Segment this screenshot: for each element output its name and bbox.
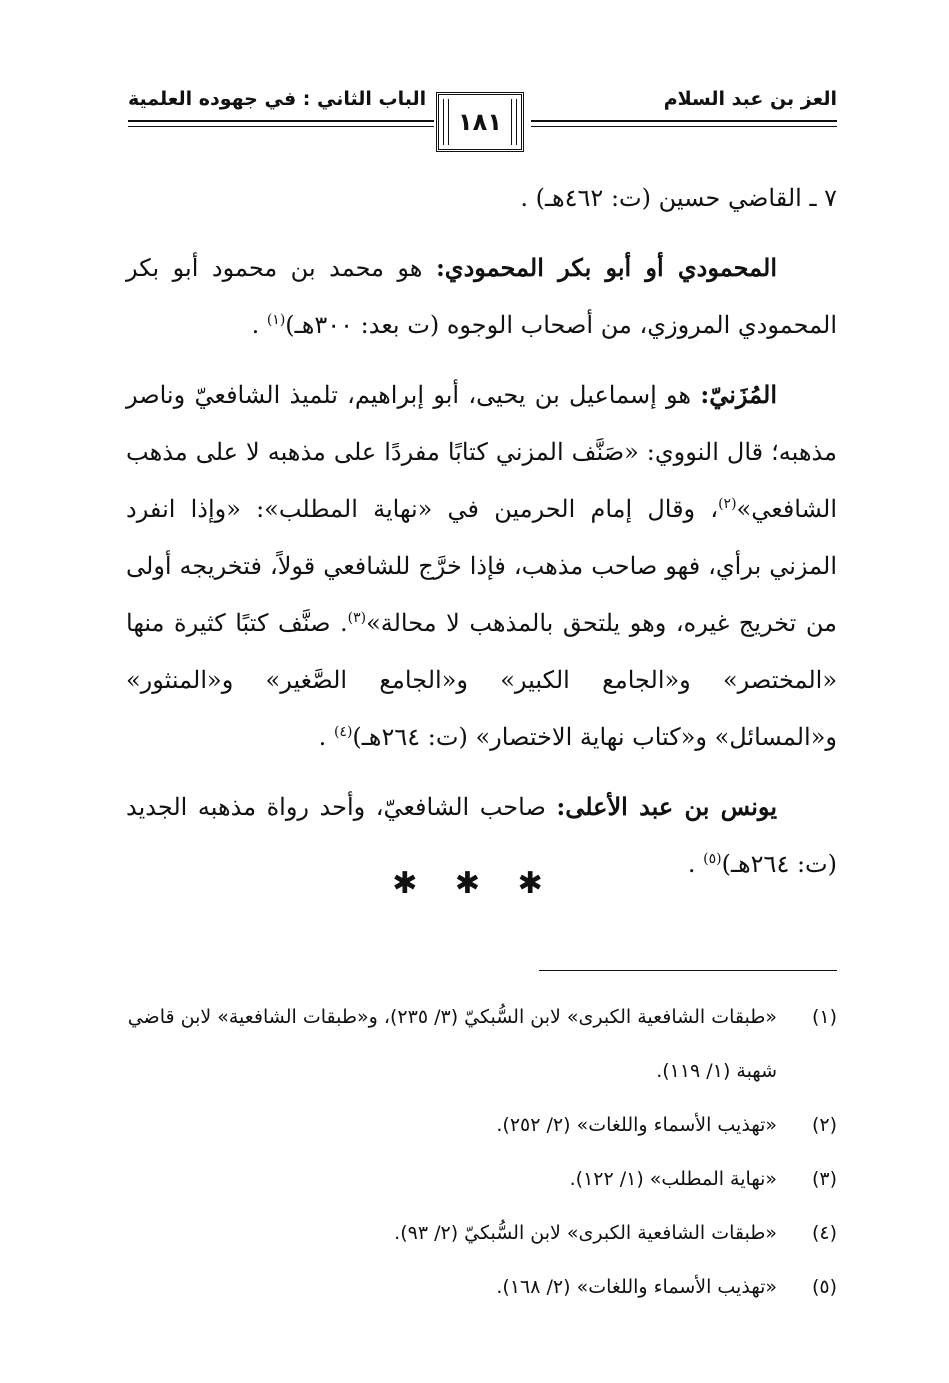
entry-end: . — [687, 850, 704, 878]
footnote-ref[interactable]: (٢) — [718, 496, 737, 512]
footnote-item — [118, 1152, 837, 1206]
footnotes — [118, 990, 837, 1314]
footnote-rule — [539, 970, 837, 971]
footnote-number: (٥) — [811, 1276, 837, 1298]
section-separator: ✱ ✱ ✱ — [392, 866, 557, 901]
footnote-number: (٤) — [811, 1222, 837, 1244]
footnote-number: (١) — [811, 1006, 837, 1028]
entry-mahmudi — [126, 239, 837, 354]
entry-term: المُزَنيّ: — [700, 380, 777, 409]
footnote-item — [118, 990, 837, 1098]
footnote-number: (٣) — [811, 1168, 837, 1190]
entry-text: صاحب الشافعيّ، وأحد رواة مذهبه الجديد (ت: ٢٦٤هـ) — [126, 793, 837, 878]
entry-end: . — [251, 311, 267, 339]
footnote-item — [118, 1260, 837, 1314]
footnote-text: «طبقات الشافعية الكبرى» لابن السُّبكيّ (٣/ ٢٣٥)، و«طبقات الشافعية» لابن قاضي شهبة (١/ ١١٩). — [127, 1006, 777, 1082]
entry-qadi-husayn — [126, 170, 837, 227]
page-number-box — [436, 92, 524, 152]
footnote-ref[interactable]: (٥) — [703, 851, 722, 867]
entry-text: . صنَّف كتبًا كثيرة منها «المختصر» و«الجامع الكبير» و«الجامع الصَّغير» و«المنثور» و«المسائل» و«كتاب نهاية الاختصار» (ت: ٢٦٤هـ) — [126, 609, 837, 751]
running-header-chapter-title: الباب الثاني : في جهوده العلمية — [128, 88, 427, 110]
entry-term: يونس بن عبد الأعلى: — [556, 792, 777, 821]
footnote-ref[interactable]: (١) — [266, 312, 286, 328]
footnote-text: «تهذيب الأسماء واللغات» (٢/ ١٦٨). — [496, 1276, 777, 1298]
footnote-text: «تهذيب الأسماء واللغات» (٢/ ٢٥٢). — [496, 1114, 777, 1136]
entry-text: هو محمد بن محمود أبو بكر المحمودي المروزي، من أصحاب الوجوه (ت بعد: ٣٠٠هـ) — [126, 254, 837, 339]
page-number: ١٨١ — [458, 108, 502, 136]
header-rule-left — [128, 120, 434, 127]
footnote-item — [118, 1206, 837, 1260]
entry-term: المحمودي أو أبو بكر المحمودي: — [435, 253, 777, 282]
entry-text: هو إسماعيل بن يحيى، أبو إبراهيم، تلميذ الشافعيّ وناصر مذهبه؛ قال النووي: «صَنَّف المزني كتابًا مفردًا على مذهبه لا على مذهب الشافعي» — [126, 381, 837, 523]
header-rule-right — [531, 120, 837, 127]
entry-muzani — [126, 366, 837, 766]
footnote-item — [118, 1098, 837, 1152]
running-header-book-title: العز بن عبد السلام — [663, 88, 837, 110]
footnote-ref[interactable]: (٤) — [333, 724, 353, 740]
entry-text: ٧ ـ القاضي حسين (ت: ٤٦٢هـ) . — [520, 184, 837, 212]
main-text — [126, 170, 837, 905]
footnote-text: «نهاية المطلب» (١/ ١٢٢). — [569, 1168, 777, 1190]
footnote-text: «طبقات الشافعية الكبرى» لابن السُّبكيّ (٢/ ٩٣). — [394, 1222, 777, 1244]
footnote-number: (٢) — [811, 1114, 837, 1136]
entry-end: . — [318, 723, 334, 751]
footnote-ref[interactable]: (٣) — [347, 610, 367, 626]
entry-text: ، وقال إمام الحرمين في «نهاية المطلب»: «وإذا انفرد المزني برأي، فهو صاحب مذهب، فإذا خرَّج للشافعي قولاً، فتخريجه أولى من تخريج غيره، وهو يلتحق بالمذهب لا محالة» — [126, 495, 837, 637]
